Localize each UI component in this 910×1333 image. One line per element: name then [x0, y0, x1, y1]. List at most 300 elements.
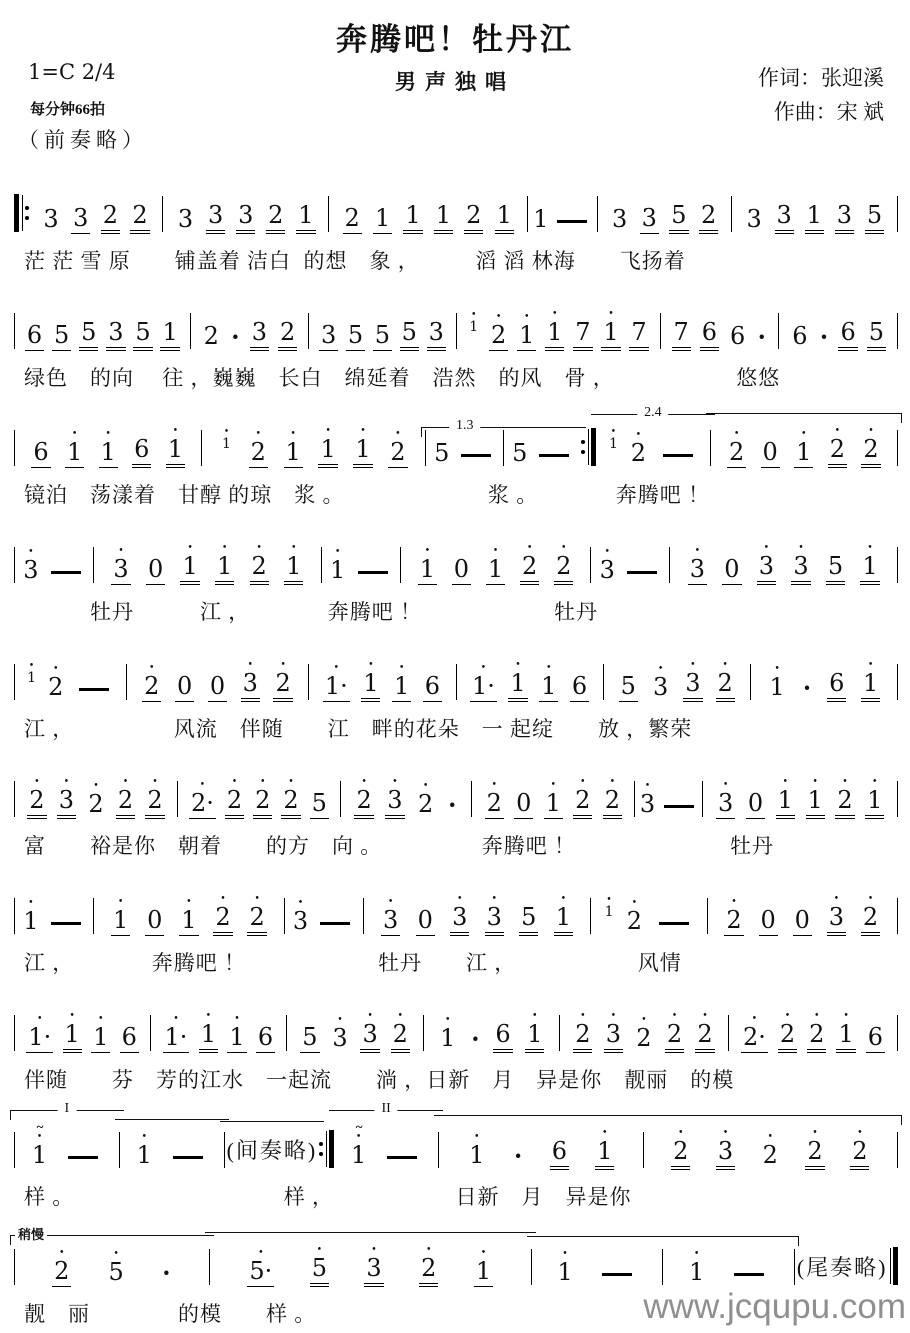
note-digit: 2 [671, 1138, 690, 1170]
note-digit: 2 [573, 1021, 592, 1053]
measure [210, 1245, 531, 1287]
note [470, 663, 497, 702]
octave-dot: • [222, 542, 227, 553]
measure [191, 319, 309, 351]
notes-row [14, 1211, 898, 1287]
note [638, 781, 657, 819]
note [281, 777, 300, 819]
note [130, 202, 149, 234]
note [768, 664, 787, 702]
measure [15, 1011, 150, 1053]
note [328, 547, 347, 585]
note [793, 907, 812, 936]
measure [635, 781, 702, 819]
note-digit: 3 [485, 904, 504, 936]
score-line [14, 275, 898, 392]
octave-dot: • [326, 425, 330, 436]
note [861, 894, 880, 936]
note [629, 319, 648, 351]
note [146, 556, 165, 585]
note-digit: 3 [43, 205, 59, 233]
note [419, 1245, 438, 1287]
lyrics-line: 茫 茫 雪 原 铺盖着 洁白 的想 象 ， 滔 滔 林海 飞扬着 [24, 249, 686, 273]
note [391, 1011, 410, 1053]
note [86, 781, 105, 819]
note [373, 205, 392, 234]
repeat-dot [319, 1142, 323, 1146]
note [517, 312, 536, 351]
barline [897, 1132, 898, 1168]
note-digit: 5 [53, 321, 70, 349]
notes-row [14, 860, 898, 936]
duration-dash [602, 1273, 632, 1276]
note-digit: 1 [545, 789, 561, 817]
note-digit: 7 [573, 319, 592, 351]
barline-stroke [14, 194, 19, 232]
octave-dot: • [783, 776, 788, 787]
note-digit: 2 [464, 202, 483, 234]
octave-dot: • [188, 542, 192, 553]
octave-dot: • [255, 893, 259, 904]
note-digit: 2· [190, 789, 214, 817]
barline [897, 313, 898, 349]
note-digit: 3 [73, 204, 89, 232]
note [493, 1021, 512, 1053]
note [71, 205, 90, 234]
note-digit: 2 [391, 1021, 410, 1053]
measure [225, 1134, 320, 1170]
note-digit: 1 [215, 553, 234, 585]
measure [598, 202, 731, 234]
note-digit: 1 [776, 787, 795, 819]
note [699, 202, 718, 234]
octave-dot: • [472, 309, 476, 320]
octave-dot: • [259, 1247, 263, 1258]
voice-type-label: 男声独唱 [395, 70, 515, 94]
octave-dot: • [317, 1244, 322, 1255]
note-digit: 5· [249, 1257, 273, 1285]
note-digit: 1 [361, 670, 380, 702]
note [727, 429, 746, 468]
octave-dot: • [37, 1131, 42, 1142]
notes-row [14, 743, 898, 819]
note [438, 1015, 457, 1053]
note [323, 663, 350, 702]
note [486, 546, 505, 585]
octave-dot: • [610, 776, 615, 787]
note [629, 430, 648, 468]
measure [120, 1132, 224, 1170]
score [14, 158, 898, 1328]
repeat-dot [581, 440, 585, 444]
note [278, 319, 297, 351]
duration-dash [68, 1156, 98, 1159]
note-digit: 3 [106, 319, 125, 351]
note-digit: 1 [860, 553, 879, 585]
measure [661, 319, 779, 351]
note-digit: 1 [31, 1141, 48, 1169]
octave-dot: • [551, 779, 556, 790]
note [722, 556, 741, 585]
octave-dot: • [802, 428, 806, 439]
note-digit: 1 [545, 319, 564, 351]
note [573, 319, 592, 351]
note [573, 1011, 592, 1053]
note [776, 777, 795, 819]
measure [703, 777, 897, 819]
lyrics-line: 绿色 的向 往 ，巍巍 长白 绵延着 浩然 的风 骨 ， 悠悠 [24, 366, 781, 390]
note [120, 1024, 139, 1053]
octave-dot: • [425, 545, 430, 556]
note-digit: 2 [101, 202, 120, 234]
barline-stroke [897, 196, 898, 232]
octave-dot: • [492, 893, 497, 904]
note [827, 894, 846, 936]
barline-stroke [326, 1131, 327, 1167]
barline [897, 430, 898, 466]
measure [163, 202, 328, 234]
barline [897, 664, 898, 700]
note-digit: 1 [861, 670, 880, 702]
duration-dash [79, 688, 109, 691]
note [21, 898, 40, 936]
note-digit: 1 [296, 202, 315, 234]
octave-dot: • [869, 425, 873, 436]
note [403, 202, 422, 234]
octave-dot: • [768, 1131, 773, 1142]
octave-dot: • [106, 428, 110, 439]
barline-stroke [22, 195, 23, 231]
note [57, 777, 76, 819]
octave-dot: • [372, 1244, 376, 1255]
note-digit: 1 [181, 906, 197, 934]
octave-dot: • [256, 428, 260, 439]
volta-label: II [374, 1101, 397, 1117]
note-digit: 1 [601, 319, 620, 351]
trill-mark: ~ [355, 1119, 362, 1134]
note-digit: 2 [48, 673, 64, 701]
note [106, 319, 125, 351]
note [525, 1011, 544, 1053]
note [634, 1015, 653, 1053]
octave-dot: • [235, 1013, 239, 1024]
notes-row [14, 275, 898, 351]
note [400, 319, 419, 351]
note-digit: 1 [27, 670, 37, 686]
note-digit: 2 [354, 787, 373, 819]
duration-dash [51, 571, 81, 574]
note [741, 1014, 768, 1053]
note-digit: 1 [93, 1023, 109, 1051]
note [111, 897, 130, 936]
note-digit: 2 [491, 321, 507, 349]
octave-dot: • [752, 1013, 757, 1024]
note-digit: 1 [604, 904, 614, 920]
note-digit: 2 [253, 787, 272, 819]
note [716, 1128, 735, 1170]
note [434, 202, 453, 234]
score-line [14, 977, 898, 1094]
octave-dot: • [200, 779, 205, 790]
note [65, 429, 84, 468]
note-digit: 2 [573, 787, 592, 819]
note [52, 1248, 71, 1287]
note-digit: 3 [206, 202, 225, 234]
note-digit: 2 [665, 1021, 684, 1053]
duration-dash [320, 922, 350, 925]
note [826, 553, 845, 585]
note [310, 790, 329, 819]
note-digit: 1 [180, 553, 199, 585]
note-digit: 2 [850, 1138, 869, 1170]
note [256, 1024, 275, 1053]
octave-dot: • [423, 780, 428, 791]
note-digit: 1· [471, 672, 495, 700]
note [790, 323, 809, 351]
note [160, 319, 179, 351]
note [625, 898, 644, 936]
octave-dot: • [813, 776, 817, 787]
note [27, 777, 46, 819]
measure [15, 898, 93, 936]
note-digit: 1 [608, 436, 618, 452]
grace-note [603, 895, 616, 921]
note-digit: 1 [160, 319, 179, 351]
note [249, 429, 268, 468]
repeat-begin-barline [14, 194, 29, 232]
octave-dot: • [678, 1127, 683, 1138]
note-digit: 6 [700, 319, 719, 351]
volta-label: 2.4 [637, 405, 669, 421]
note [683, 660, 702, 702]
note-digit: 2 [716, 670, 735, 702]
octave-dot: • [844, 1010, 848, 1021]
octave-dot: • [694, 1248, 699, 1259]
octave-dot: • [691, 659, 695, 670]
measure [15, 661, 126, 702]
repeat-end-barline [319, 1130, 334, 1168]
note [111, 546, 130, 585]
octave-dot: • [496, 311, 501, 322]
barline-stroke [897, 1015, 898, 1051]
watermark: www.jcqupu.com [643, 1287, 906, 1326]
octave-dot: • [29, 546, 33, 557]
note [672, 319, 691, 351]
barline-stroke [897, 313, 898, 349]
note [227, 1014, 246, 1053]
octave-dot: • [35, 776, 39, 787]
octave-dot: • [785, 1010, 790, 1021]
notes-row [14, 626, 898, 702]
note [30, 1119, 49, 1170]
note [603, 777, 622, 819]
note [63, 1011, 82, 1053]
note [291, 898, 310, 936]
measure [663, 1249, 794, 1287]
notes-row [14, 158, 898, 234]
measure [285, 898, 363, 936]
note-digit: 0 [147, 906, 163, 934]
octave-dot: • [547, 662, 551, 673]
note [253, 777, 272, 819]
octave-dot: • [632, 897, 637, 908]
score-line [14, 509, 898, 626]
note [570, 673, 589, 702]
composer-credit: 作曲：宋 斌 [773, 100, 884, 124]
note-digit: 2 [603, 787, 622, 819]
note-digit: 6 [550, 1138, 569, 1170]
note-digit: 1· [324, 672, 348, 700]
octave-dot: • [533, 1010, 537, 1021]
note [761, 439, 780, 468]
note-digit: 0 [516, 789, 532, 817]
note [805, 1128, 824, 1170]
augmentation-dot: · [757, 322, 767, 352]
octave-dot: • [835, 425, 840, 436]
barline [897, 547, 898, 583]
octave-dot: • [775, 663, 779, 674]
note-digit: 1 [229, 1023, 245, 1051]
note-digit: 0 [724, 555, 740, 583]
note [485, 780, 504, 819]
note-digit: 2 [861, 436, 880, 468]
octave-dot: • [98, 1013, 103, 1024]
note [166, 426, 185, 468]
note [381, 897, 400, 936]
measure [457, 309, 660, 351]
octave-dot: • [611, 426, 616, 437]
score-line [14, 743, 898, 860]
octave-dot: • [723, 1127, 728, 1138]
note-digit: 6 [493, 1021, 512, 1053]
measure [426, 418, 503, 468]
note-digit: 1 [595, 1138, 614, 1170]
note-digit: 2 [630, 439, 646, 467]
measure [309, 319, 455, 351]
lyrics-line: 镜泊 荡漾着 甘醇 的琼 浆 。 浆 。 奔腾吧 ！ [24, 483, 710, 507]
note-digit: 1 [353, 436, 372, 468]
octave-dot: • [94, 780, 98, 791]
repeat-dot [319, 1152, 323, 1156]
note [300, 1024, 319, 1053]
note [25, 322, 44, 351]
duration-dash [627, 571, 657, 574]
note [392, 663, 411, 702]
note-digit: 1 [525, 1021, 544, 1053]
note-digit: 1 [836, 1021, 855, 1053]
octave-dot: • [603, 1127, 607, 1138]
note-digit: 3 [718, 789, 734, 817]
augmentation-dot: · [447, 790, 457, 820]
note [700, 319, 719, 351]
octave-dot: • [524, 311, 529, 322]
octave-dot: • [187, 896, 191, 907]
note [91, 1014, 110, 1053]
note-digit: 6 [26, 321, 43, 349]
note-digit: 1 [440, 1024, 456, 1052]
note-digit: 6 [792, 322, 808, 350]
octave-dot: • [843, 776, 847, 787]
note [838, 319, 857, 351]
note-digit: 3 [360, 1021, 379, 1053]
measure [15, 547, 93, 585]
note [791, 543, 810, 585]
measure [504, 440, 581, 468]
grace-note [607, 427, 620, 453]
note-digit: 2 [636, 1024, 652, 1052]
note-digit: 6 [827, 670, 846, 702]
note [26, 1014, 53, 1053]
note [835, 202, 854, 234]
note-digit: 1 [351, 1141, 367, 1169]
note-digit: 0 [147, 555, 164, 583]
note-digit: 3 [652, 673, 669, 701]
notes-row [14, 977, 898, 1053]
barline-stroke [897, 1132, 898, 1168]
lyrics-line: 样 。 样 ， 日新 月 异是你 [24, 1185, 632, 1209]
note [510, 440, 529, 468]
note [241, 660, 260, 702]
note [199, 1011, 218, 1053]
note-digit: 5 [79, 319, 98, 351]
note-digit: 2 [728, 438, 745, 466]
note-digit: 2 [266, 202, 285, 234]
augmentation-dot: · [802, 673, 812, 703]
note-digit: 2 [418, 790, 434, 818]
note-digit: 2 [807, 1021, 826, 1053]
note-digit: 5 [620, 672, 636, 700]
octave-dot: • [703, 1010, 707, 1021]
note [716, 780, 735, 819]
note-digit: 5 [519, 904, 538, 936]
octave-dot: • [173, 425, 178, 436]
note [145, 907, 164, 936]
octave-dot: • [399, 662, 404, 673]
note-digit: 3 [716, 1138, 735, 1170]
measure [309, 660, 455, 702]
note [215, 543, 234, 585]
volta-label: I [58, 1101, 77, 1117]
note-digit: 5 [400, 319, 419, 351]
octave-dot: • [398, 1010, 402, 1021]
note-digit: 1 [533, 205, 549, 233]
note-digit: 3 [611, 205, 628, 233]
note-digit: 1 [285, 438, 301, 466]
octave-dot: • [174, 1013, 178, 1024]
octave-dot: • [224, 426, 229, 437]
octave-dot: • [658, 663, 663, 674]
note-digit: 3 [385, 787, 404, 819]
note [353, 426, 372, 468]
note [539, 663, 558, 702]
note-digit: 3 [23, 556, 39, 584]
note-digit: 2 [225, 787, 244, 819]
note-digit: 2 [281, 787, 300, 819]
measure [670, 543, 897, 585]
note [508, 660, 527, 702]
note [343, 205, 362, 234]
octave-dot: • [562, 542, 566, 553]
score-line [14, 158, 898, 275]
octave-dot: • [672, 1010, 677, 1021]
note [208, 673, 227, 702]
note [467, 1132, 486, 1170]
grace-note [467, 310, 480, 336]
duration-dash [387, 1156, 417, 1159]
note-digit: 0 [417, 906, 433, 934]
note [604, 1011, 623, 1053]
note [349, 1119, 368, 1170]
